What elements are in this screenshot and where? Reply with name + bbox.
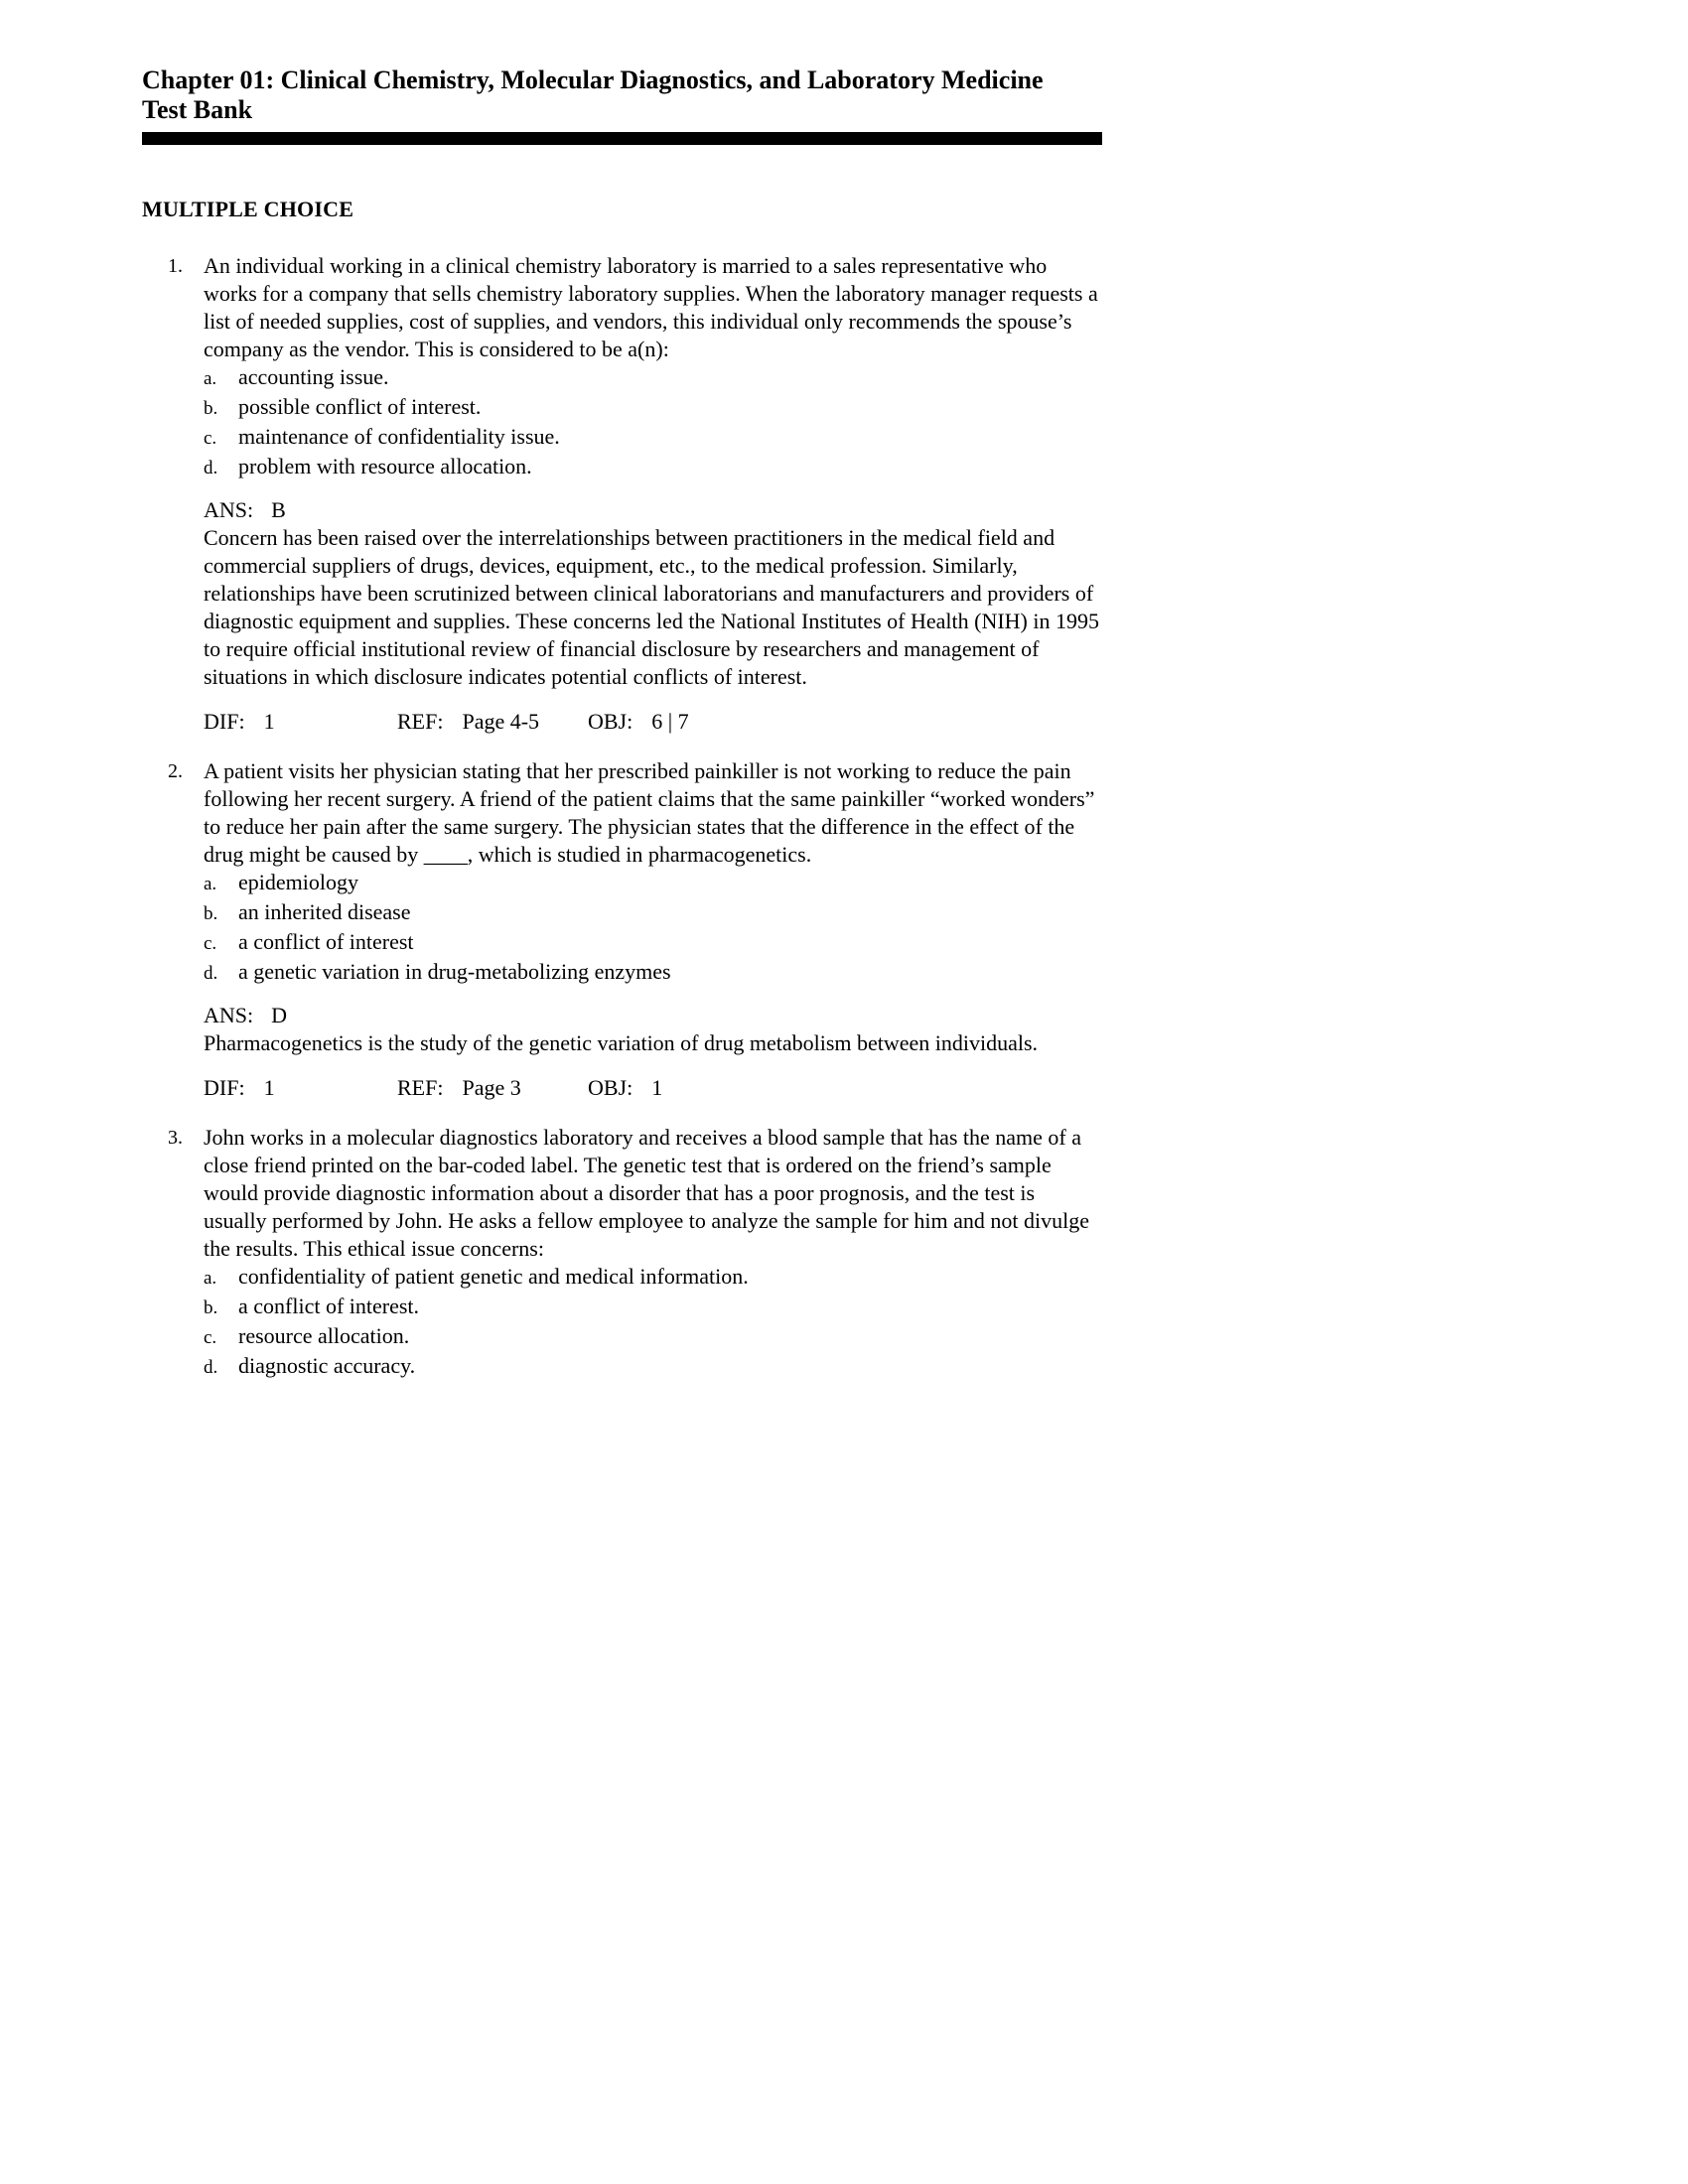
objective-field [588, 708, 689, 736]
option-a [204, 363, 1102, 393]
question-stem: John works in a molecular diagnostics laboratory and receives a blood sample that has the name of a close friend printed on the bar-coded label. The genetic test that is ordered on the friend’s sample would provide diagnostic information about a disorder that has a poor prognosis, and the test is usually performed by John. He asks a fellow employee to analyze the sample for him and not divulge the results. This ethical issue concerns: [204, 1125, 1089, 1261]
option-c [204, 423, 1102, 453]
option-letter: d. [204, 1357, 218, 1378]
option-list [204, 1263, 1102, 1382]
question-number: 1. [168, 255, 183, 277]
option-text: epidemiology [238, 870, 358, 894]
answer-line [204, 496, 1102, 524]
option-d [204, 1352, 1102, 1382]
answer-value: B [271, 497, 286, 522]
answer-label: ANS: [204, 497, 254, 522]
answer-block [204, 1002, 1102, 1057]
reference-field [397, 708, 588, 736]
difficulty-field [204, 1074, 397, 1102]
option-list [204, 363, 1102, 482]
option-text: confidentiality of patient genetic and medical information. [238, 1264, 749, 1289]
objective-field [588, 1074, 662, 1102]
question-meta-row [204, 708, 1102, 736]
section-heading: MULTIPLE CHOICE [142, 197, 354, 221]
option-c [204, 1322, 1102, 1352]
answer-feedback: Pharmacogenetics is the study of the genetic variation of drug metabolism between individuals. [204, 1030, 1039, 1055]
reference-value: Page 3 [462, 1075, 521, 1100]
objective-label: OBJ: [588, 709, 633, 734]
answer-label: ANS: [204, 1003, 254, 1027]
option-b [204, 1293, 1102, 1322]
option-a [204, 1263, 1102, 1293]
objective-label: OBJ: [588, 1075, 633, 1100]
option-letter: c. [204, 1327, 217, 1348]
reference-label: REF: [397, 709, 444, 734]
test-bank-title-line: Test Bank [142, 95, 253, 124]
reference-field [397, 1074, 588, 1102]
difficulty-label: DIF: [204, 1075, 245, 1100]
option-d [204, 958, 1102, 988]
difficulty-field [204, 708, 397, 736]
question-list [142, 252, 1102, 1382]
difficulty-value: 1 [263, 709, 275, 734]
difficulty-value: 1 [263, 1075, 275, 1100]
option-text: possible conflict of interest. [238, 394, 482, 419]
option-b [204, 898, 1102, 928]
question-2 [142, 757, 1102, 1102]
option-letter: a. [204, 1268, 217, 1289]
question-body [204, 1124, 1102, 1382]
question-3 [142, 1124, 1102, 1382]
option-letter: b. [204, 903, 218, 924]
option-letter: a. [204, 874, 217, 894]
option-d [204, 453, 1102, 482]
option-text: problem with resource allocation. [238, 454, 532, 478]
title-divider-rule [142, 132, 1102, 145]
difficulty-label: DIF: [204, 709, 245, 734]
option-list [204, 869, 1102, 988]
option-letter: b. [204, 398, 218, 419]
reference-value: Page 4-5 [462, 709, 540, 734]
option-text: an inherited disease [238, 899, 411, 924]
option-text: a genetic variation in drug-metabolizing enzymes [238, 959, 671, 984]
option-letter: d. [204, 963, 218, 984]
question-number: 2. [168, 760, 183, 782]
answer-line [204, 1002, 1102, 1029]
option-letter: b. [204, 1297, 218, 1318]
option-text: accounting issue. [238, 364, 389, 389]
option-a [204, 869, 1102, 898]
question-meta-row [204, 1074, 1102, 1102]
chapter-title-line: Chapter 01: Clinical Chemistry, Molecular Diagnostics, and Laboratory Medicine [142, 66, 1044, 94]
option-text: a conflict of interest. [238, 1294, 420, 1318]
option-letter: c. [204, 933, 217, 954]
answer-feedback: Concern has been raised over the interrelationships between practitioners in the medical field and commercial suppliers of drugs, devices, equipment, etc., to the medical profession. Similarly, relationships have been scrutinized between clinical laboratorians and manufacturers and providers of diagnostic equipment and supplies. These concerns led the National Institutes of Health (NIH) in 1995 to require official institutional review of financial disclosure by researchers and management of situations in which disclosure indicates potential conflicts of interest. [204, 525, 1099, 689]
option-text: resource allocation. [238, 1323, 410, 1348]
question-body [204, 757, 1102, 1102]
document-title [142, 66, 1102, 125]
option-text: diagnostic accuracy. [238, 1353, 416, 1378]
objective-value: 1 [651, 1075, 663, 1100]
option-text: a conflict of interest [238, 929, 414, 954]
question-body [204, 252, 1102, 736]
option-letter: d. [204, 458, 218, 478]
question-stem: An individual working in a clinical chemistry laboratory is married to a sales representative who works for a company that sells chemistry laboratory supplies. When the laboratory manager requests a list of needed supplies, cost of supplies, and vendors, this individual only recommends the spouse’s company as the vendor. This is considered to be a(n): [204, 253, 1098, 361]
question-stem: A patient visits her physician stating that her prescribed painkiller is not working to reduce the pain following her recent surgery. A friend of the patient claims that the same painkiller “worked wonders” to reduce her pain after the same surgery. The physician states that the difference in the effect of the drug might be caused by ____, which is studied in pharmacogenetics. [204, 758, 1095, 867]
answer-value: D [271, 1003, 288, 1027]
option-text: maintenance of confidentiality issue. [238, 424, 560, 449]
reference-label: REF: [397, 1075, 444, 1100]
option-b [204, 393, 1102, 423]
question-number: 3. [168, 1127, 183, 1149]
option-c [204, 928, 1102, 958]
option-letter: a. [204, 368, 217, 389]
option-letter: c. [204, 428, 217, 449]
objective-value: 6 | 7 [651, 709, 689, 734]
answer-block [204, 496, 1102, 691]
question-1 [142, 252, 1102, 736]
